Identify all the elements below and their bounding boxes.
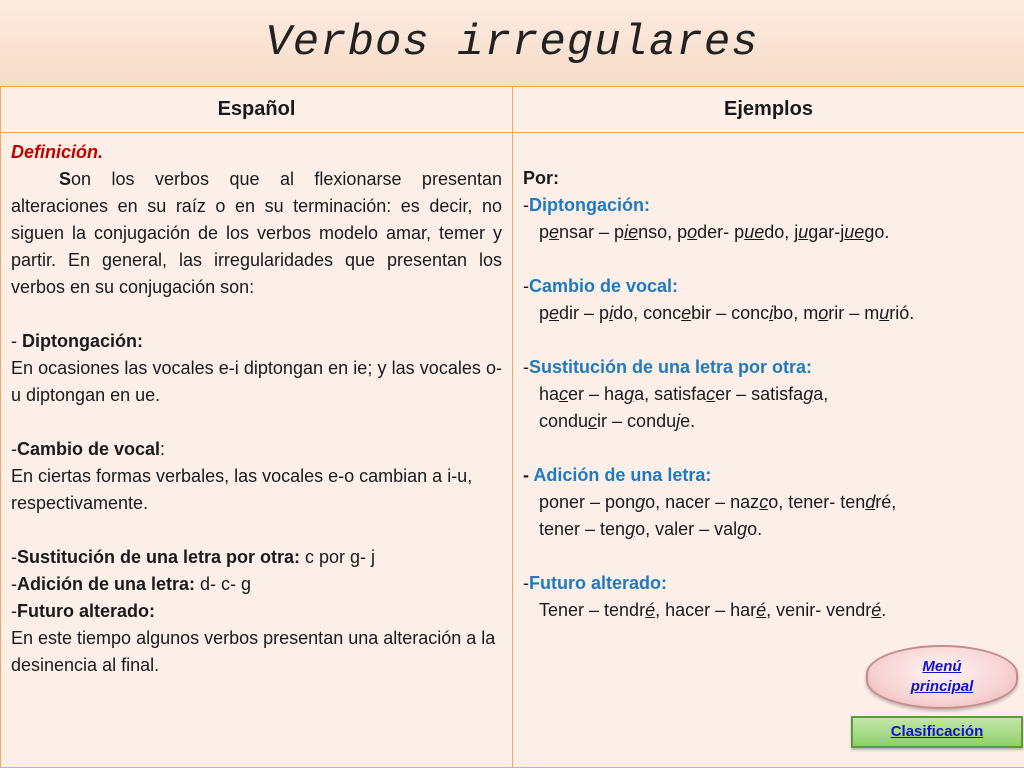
- highlighted-letter: é: [871, 600, 882, 620]
- example-text: go.: [864, 222, 890, 242]
- definition-text: Son los verbos que al flexionarse presentan alteraciones en su raíz o en su terminación: es decir, no siguen la conjugación de los verbos modelo amar, temer y partir. En general, las irregularidades que presentan los verbos en su conjugación son:: [11, 169, 502, 297]
- ex-adicion-line-1: [523, 489, 1014, 516]
- example-text: bir – conc: [691, 303, 770, 323]
- example-text: er – satisfa: [715, 384, 804, 404]
- example-text: nso, p: [638, 222, 688, 242]
- highlighted-letter: u: [879, 303, 890, 323]
- ex-sustitucion-line-2: [523, 408, 1014, 435]
- highlighted-letter: e: [549, 303, 560, 323]
- example-text: tener – ten: [539, 519, 626, 539]
- ex-cambio-line: [523, 300, 1014, 327]
- highlighted-letter: é: [645, 600, 656, 620]
- espanol-column: [1, 133, 513, 768]
- example-text: der- p: [697, 222, 745, 242]
- example-text: a,: [813, 384, 829, 404]
- example-text: nsar – p: [559, 222, 625, 242]
- highlighted-letter: i: [609, 303, 614, 323]
- highlighted-letter: c: [759, 492, 769, 512]
- example-text: er – ha: [568, 384, 625, 404]
- header-ejemplos: Ejemplos: [513, 87, 1024, 133]
- highlighted-letter: o: [687, 222, 698, 242]
- highlighted-letter: e: [549, 222, 560, 242]
- cambio-heading: -Cambio de vocal:: [11, 439, 166, 459]
- example-text: ir – condu: [597, 411, 677, 431]
- highlighted-letter: d: [865, 492, 876, 512]
- ex-sustitucion-line-1: [523, 381, 1014, 408]
- clasificacion-label: Clasificación: [890, 723, 984, 740]
- example-text: , venir- vendr: [766, 600, 872, 620]
- menu-principal-label-2: principal: [910, 678, 974, 695]
- highlighted-letter: i: [769, 303, 774, 323]
- example-text: ré,: [875, 492, 897, 512]
- futuro-heading: -Futuro alterado:: [11, 601, 155, 621]
- example-text: do, j: [764, 222, 799, 242]
- example-text: .: [881, 600, 887, 620]
- example-text: rir – m: [828, 303, 880, 323]
- example-text: o, valer – val: [635, 519, 738, 539]
- example-text: gar-j: [808, 222, 845, 242]
- ex-sustitucion-heading: -Sustitución de una letra por otra:: [523, 357, 813, 377]
- highlighted-letter: o: [818, 303, 829, 323]
- sustitucion-line: -Sustitución de una letra por otra: c por g- j: [11, 547, 376, 567]
- highlighted-letter: c: [559, 384, 569, 404]
- diptongacion-heading: - Diptongación:: [11, 331, 143, 351]
- header-espanol: Español: [1, 87, 513, 133]
- highlighted-letter: e: [681, 303, 692, 323]
- highlighted-letter: g: [635, 492, 646, 512]
- example-text: p: [539, 222, 550, 242]
- ex-diptongacion-heading: -Diptongación:: [523, 195, 650, 215]
- ex-futuro-heading: -Futuro alterado:: [523, 573, 667, 593]
- example-text: dir – p: [559, 303, 610, 323]
- example-text: ha: [539, 384, 560, 404]
- highlighted-letter: ie: [624, 222, 639, 242]
- cambio-text: En ciertas formas verbales, las vocales e-o cambian a i-u, respectivamente.: [11, 466, 473, 513]
- example-text: poner – pon: [539, 492, 636, 512]
- example-text: a, satisfa: [634, 384, 707, 404]
- example-text: o.: [747, 519, 763, 539]
- ex-adicion-line-2: [523, 516, 1014, 543]
- diptongacion-text: En ocasiones las vocales e-i diptongan en ie; y las vocales o-u diptongan en ue.: [11, 358, 502, 405]
- highlighted-letter: j: [676, 411, 681, 431]
- example-text: bo, m: [773, 303, 819, 323]
- highlighted-letter: ue: [744, 222, 765, 242]
- example-text: o, nacer – naz: [645, 492, 760, 512]
- example-text: rió.: [889, 303, 915, 323]
- por-label: Por:: [523, 168, 559, 188]
- example-text: p: [539, 303, 550, 323]
- ex-cambio-heading: -Cambio de vocal:: [523, 276, 679, 296]
- highlighted-letter: u: [798, 222, 809, 242]
- adicion-line: -Adición de una letra: d- c- g: [11, 574, 252, 594]
- example-text: o, tener- ten: [768, 492, 866, 512]
- definition-label: Definición.: [11, 142, 104, 162]
- highlighted-letter: c: [706, 384, 716, 404]
- example-text: e.: [680, 411, 696, 431]
- highlighted-letter: g: [737, 519, 748, 539]
- highlighted-letter: g: [625, 519, 636, 539]
- highlighted-letter: g: [624, 384, 635, 404]
- highlighted-letter: c: [588, 411, 598, 431]
- menu-principal-label-1: Menú: [922, 658, 962, 675]
- example-text: , hacer – har: [655, 600, 757, 620]
- futuro-text: En este tiempo algunos verbos presentan una alteración a la desinencia al final.: [11, 628, 496, 675]
- highlighted-letter: g: [803, 384, 814, 404]
- ex-futuro-line: [523, 597, 1014, 624]
- highlighted-letter: é: [756, 600, 767, 620]
- example-text: condu: [539, 411, 589, 431]
- highlighted-letter: ue: [844, 222, 865, 242]
- example-text: do, conc: [613, 303, 682, 323]
- ex-adicion-heading: - Adición de una letra:: [523, 465, 712, 485]
- ex-diptongacion-line: [523, 219, 1014, 246]
- example-text: Tener – tendr: [539, 600, 646, 620]
- clasificacion-button[interactable]: [851, 716, 1023, 748]
- menu-principal-button[interactable]: [866, 645, 1018, 709]
- page-title: Verbos irregulares: [0, 0, 1024, 86]
